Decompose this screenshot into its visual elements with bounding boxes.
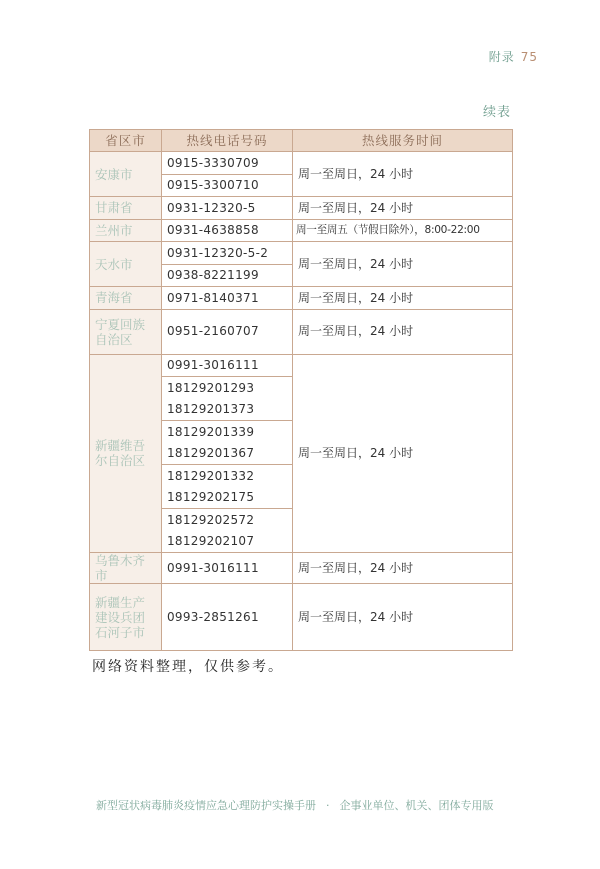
region-cell: 天水市 — [90, 242, 162, 287]
book-title: 新型冠状病毒肺炎疫情应急心理防护实操手册 — [96, 799, 316, 812]
phone-cell: 18129202175 — [162, 487, 293, 509]
region-cell: 甘肃省 — [90, 197, 162, 220]
region-cell: 兰州市 — [90, 219, 162, 242]
footer-separator: · — [326, 799, 330, 812]
phone-cell: 18129202107 — [162, 531, 293, 553]
phone-cell: 0915-3300710 — [162, 174, 293, 197]
region-cell: 安康市 — [90, 152, 162, 197]
column-header-hours: 热线服务时间 — [293, 130, 513, 152]
hours-cell: 周一至周日，24 小时 — [293, 584, 513, 651]
phone-cell: 0971-8140371 — [162, 287, 293, 310]
hours-cell: 周一至周日，24 小时 — [293, 242, 513, 287]
hours-cell: 周一至周日，24 小时 — [293, 152, 513, 197]
region-cell: 青海省 — [90, 287, 162, 310]
section-title: 附录 — [488, 50, 515, 64]
phone-cell: 0931-12320-5 — [162, 197, 293, 220]
table-row — [90, 152, 513, 175]
source-footnote: 网络资料整理，仅供参考。 — [92, 659, 284, 675]
table-row — [90, 309, 513, 354]
table-row — [90, 197, 513, 220]
phone-cell: 0931-4638858 — [162, 219, 293, 242]
edition-label: 企事业单位、机关、团体专用版 — [339, 799, 494, 812]
table-continued-label: 续表 — [482, 105, 511, 120]
running-head — [489, 48, 538, 65]
phone-cell: 18129201339 — [162, 421, 293, 443]
region-cell: 新疆维吾尔自治区 — [90, 354, 162, 553]
table-row — [90, 242, 513, 265]
phone-cell: 0915-3330709 — [162, 152, 293, 175]
hours-cell: 周一至周日，24 小时 — [293, 287, 513, 310]
phone-cell: 0991-3016111 — [162, 553, 293, 584]
table-row — [90, 287, 513, 310]
page-number: 75 — [520, 50, 538, 64]
running-footer — [96, 797, 494, 813]
phone-cell: 18129202572 — [162, 509, 293, 531]
phone-cell: 18129201293 — [162, 377, 293, 399]
region-cell: 宁夏回族自治区 — [90, 309, 162, 354]
phone-cell: 18129201332 — [162, 465, 293, 487]
phone-cell: 0993-2851261 — [162, 584, 293, 651]
hours-cell: 周一至周五（节假日除外），8:00-22:00 — [293, 219, 513, 242]
column-header-phone: 热线电话号码 — [162, 130, 293, 152]
hours-cell: 周一至周日，24 小时 — [293, 553, 513, 584]
table-row — [90, 584, 513, 651]
hours-cell: 周一至周日，24 小时 — [293, 354, 513, 553]
phone-cell: 0931-12320-5-2 — [162, 242, 293, 265]
region-cell: 新疆生产建设兵团石河子市 — [90, 584, 162, 651]
phone-cell: 18129201373 — [162, 399, 293, 421]
region-cell: 乌鲁木齐市 — [90, 553, 162, 584]
hotline-table — [89, 129, 513, 651]
column-header-region: 省区市 — [90, 130, 162, 152]
hours-cell: 周一至周日，24 小时 — [293, 309, 513, 354]
phone-cell: 0951-2160707 — [162, 309, 293, 354]
table-header-row — [90, 130, 513, 152]
table-row — [90, 219, 513, 242]
phone-cell: 18129201367 — [162, 443, 293, 465]
table-row — [90, 553, 513, 584]
hours-cell: 周一至周日，24 小时 — [293, 197, 513, 220]
phone-cell: 0938-8221199 — [162, 264, 293, 287]
table-row — [90, 354, 513, 377]
phone-cell: 0991-3016111 — [162, 354, 293, 377]
